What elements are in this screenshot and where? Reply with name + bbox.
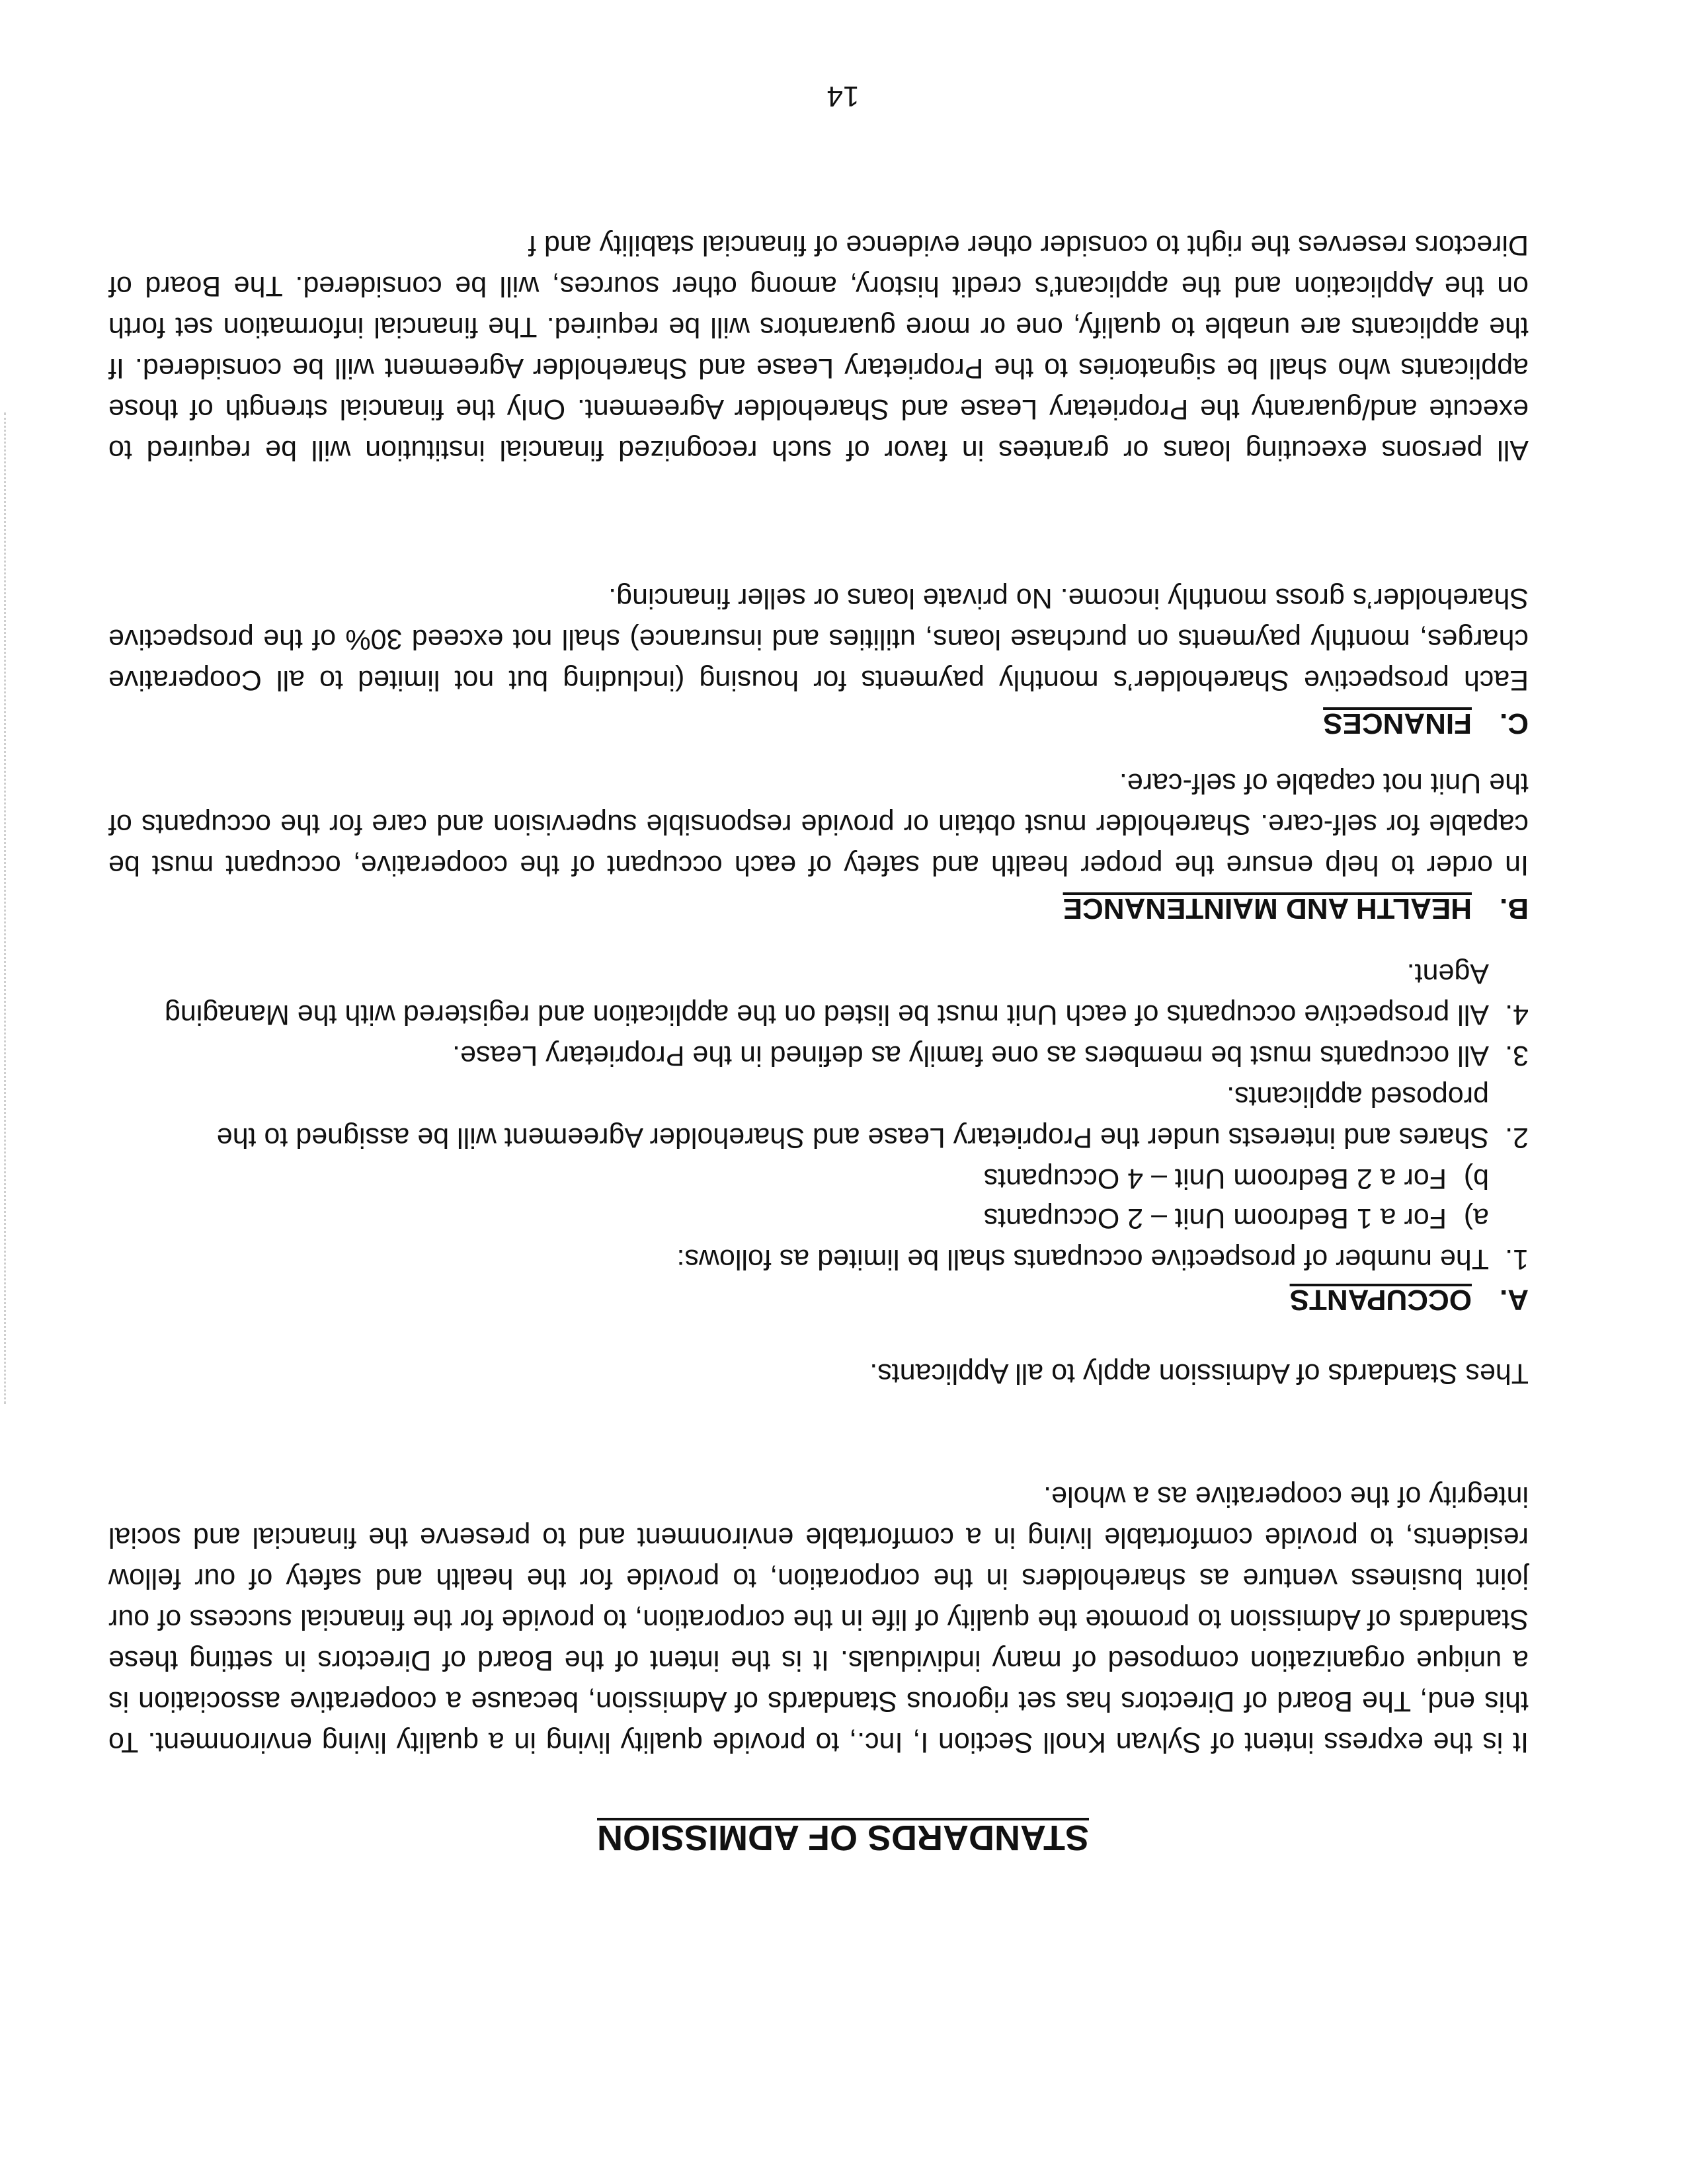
page-title (0, 1816, 1686, 1859)
list-item (108, 953, 1529, 1035)
list-item-text: All prospective occupants of each Unit must be listed on the application and registered with the Managing Agent. (164, 958, 1489, 1031)
section-a-letter: A. (1500, 1284, 1529, 1316)
intro-paragraph: It is the express intent of Sylvan Knoll Section I, Inc., to provide quality living in a quality living environment. To this end, The Board of Directors has set rigorous Standards of Admission, because a cooperative association is a unique organization composed of many individuals. It is the intent of the Board of Directors in setting these Standards of Admission to promote the quality of life in the corporation, to provide for the financial success of our joint business venture as shareholders in the corporation, to provide for the health and safety of our fellow residents, to provide comfortable living in a comfortable environment and to preserve the financial and social integrity of the cooperative as a whole. (108, 1481, 1529, 1758)
sub-list-item-text: For a 1 Bedroom Unit – 2 Occupants (983, 1202, 1447, 1234)
applies-statement: Thes Standards of Admission apply to all Applicants. (869, 1358, 1529, 1389)
section-b-title: HEALTH AND MAINTENANCE (1063, 892, 1472, 925)
section-b-paragraph: In order to help ensure the proper health and safety of each occupant of the cooperative, occupant must be capable for self-care. Shareholder must obtain or provide responsible supervision and care for the occupants of the Unit not capable of self-care. (108, 767, 1529, 881)
sub-list-item-label: b) (1463, 1163, 1489, 1194)
section-b-letter: B. (1500, 892, 1529, 925)
section-a-title: OCCUPANTS (1289, 1284, 1472, 1316)
section-c-letter: C. (1500, 707, 1529, 740)
page-number: 14 (826, 80, 860, 112)
section-c-paragraph-2: All persons executing loans or grantees in favor of such recognized financial institution will be required to execute and/guaranty the Proprietary Lease and Shareholder Agreement. Only the financial strength of those applicants who shall be signatories to the Proprietary Lease and Shareholder Agreement will be considered. If the applicants are unable to qualify, one or more guarantors will be required. The financial information set forth on the Application and the applicant’s credit history, among other sources, will be considered. The Board of Directors reserves the right to consider other evidence of financial stability and f (108, 229, 1529, 466)
section-a-heading (1290, 1280, 1529, 1319)
sub-list-item (984, 1198, 1489, 1239)
list-item (108, 1035, 1529, 1076)
section-c-paragraph-1: Each prospective Shareholder’s monthly payments for housing (including but not limited to all Cooperative charges, monthly payments on purchase loans, utilities and insurance) shall not exceed 30% of the prospective Shareholder’s gross monthly income. No private loans or seller financing. (108, 582, 1529, 696)
sub-list-item-label: a) (1463, 1202, 1489, 1234)
list-item-text: The number of prospective occupants shall be limited as follows: (676, 1243, 1489, 1275)
list-item-text: All occupants must be members as one family as defined in the Proprietary Lease. (452, 1040, 1489, 1072)
list-item (108, 1239, 1529, 1280)
list-item (108, 1076, 1529, 1158)
section-c-title: FINANCES (1323, 707, 1472, 740)
list-item-text: Shares and interests under the Proprietary Lease and Shareholder Agreement will be assigned to the proposed applicants. (216, 1081, 1489, 1153)
page-title-text: STANDARDS OF ADMISSION (597, 1818, 1090, 1857)
list-item-number: 1. (1505, 1243, 1529, 1275)
sub-list-item-text: For a 2 Bedroom Unit – 4 Occupants (983, 1163, 1447, 1194)
list-item-number: 3. (1505, 1040, 1529, 1072)
scan-margin-dots (0, 412, 6, 1404)
list-item-number: 4. (1505, 999, 1529, 1031)
list-item-number: 2. (1505, 1122, 1529, 1153)
sub-list-item (984, 1158, 1489, 1199)
section-b-heading (1063, 888, 1529, 928)
section-c-heading (1323, 703, 1529, 743)
